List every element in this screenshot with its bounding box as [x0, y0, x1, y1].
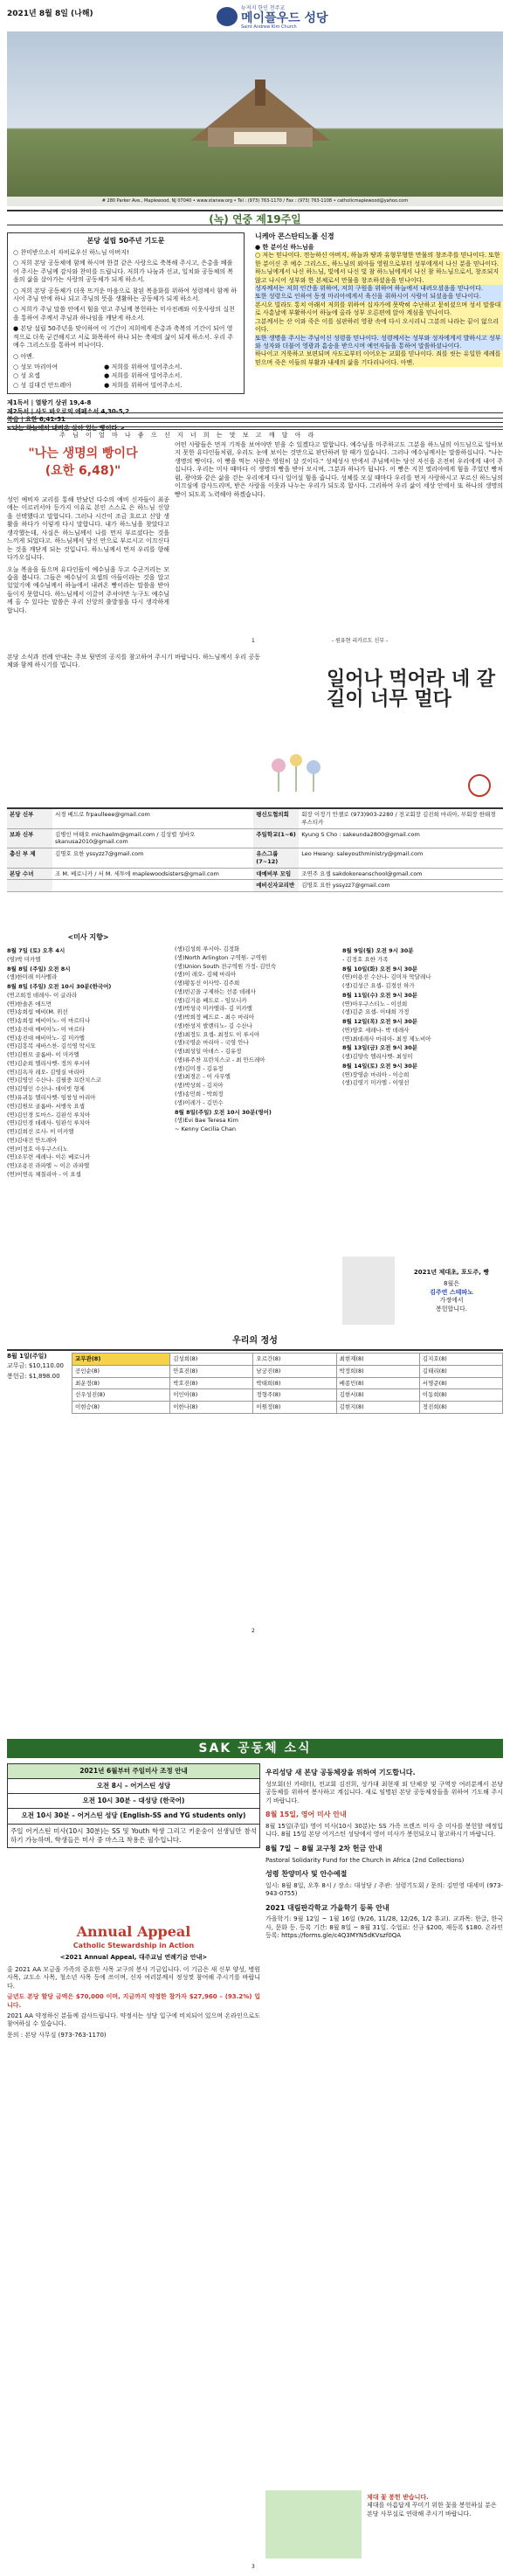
address-bar: # 280 Parker Ave., Maplewood, NJ 07040 • www.stanew.org • Tel : (973) 763-1170 / Fax : (973) 763-1108 • catholicmaplewood@yahoo.com	[7, 197, 503, 206]
intention-date: 8월 13일(금) 오전 9시 30분	[342, 1044, 418, 1052]
intentions-col-2	[175, 945, 337, 1134]
intention-date: 8월 8일 (주일) 오전 8시	[7, 965, 71, 973]
altar-flowers-body: 제대를 아름답게 꾸미기 위한 꽃을 봉헌하실 분은 본당 사무실로 연락해 주시기 바랍니다.	[367, 2502, 497, 2517]
creed-line: ○ 저는 믿나이다. 전능하신 아버지, 하늘과 땅과 유형무형한 만물의 창조주를 믿나이다. 또한 한 분이신 주 예수 그리스도, 하느님의 외아들 영원으로부터 성부에게서 나신 분을 믿나이다.	[255, 252, 503, 268]
table-row	[7, 809, 503, 828]
roster-cell: 최운정(8)	[72, 1377, 170, 1389]
intention-item: (연)이정호 아우구스티노	[7, 1145, 68, 1153]
intention-item: (생)김미경 - 김유정	[175, 1064, 224, 1072]
intention-item: (생)황동선 이사악- 김주희	[175, 980, 240, 987]
intention-date: 8월 14일(토) 오전 9시 30분	[342, 1062, 418, 1070]
directory-value: 김명호 요한 yssyzz7@gmail.com	[299, 880, 503, 892]
intention-date: 8월 11일(수) 오전 9시 30분	[342, 991, 418, 999]
finance-label: 교무금:	[7, 1362, 27, 1370]
intention-item: (연)장영순 마리아 - 이승희	[342, 1070, 410, 1078]
notice-text: 가을학기: 9월 12일 ~ 1월 16일 (9/26, 11/28, 12/26, 1/2 휴교). 교과목: 한글, 한국사, 문화 등. 등록 기간: 8월 8일 ~ 8월 31일. 수업료: 신규 $200, 재등록 $180. 온라인 등록: https://forms.gle/c4Q3MYN5dKVszf0QA	[265, 1915, 503, 1940]
intention-item: (연)최데레사 마리아- 최정 제노비아	[342, 1035, 431, 1042]
intention-item: (생)한미래 이사벨라	[7, 973, 58, 981]
directory-table	[7, 809, 503, 892]
intention-item: (생)한성지 발렌티노- 김 수산나	[175, 1021, 252, 1029]
church-building-icon	[182, 80, 339, 149]
notice-heading: 성령 찬양미사 및 안수예절	[265, 1870, 348, 1879]
intention-item: (생)김성희 루시아- 김정화	[175, 945, 240, 952]
liturgical-sunday: (녹) 연중 제19주일	[7, 210, 503, 225]
creed-line: 그분께서는 산 이와 죽은 이를 심판하러 영광 속에 다시 오시리니 그분의 나라는 끝이 없으리이다.	[255, 318, 503, 335]
intention-item: (연)아우구스티노 - 이선희	[342, 1000, 408, 1008]
homily-title-line1: "나는 생명의 빵이다	[28, 447, 138, 460]
appeal-paragraph: 금년도 본당 할당 금액은 $70,000 이며, 지금까지 약정한 참가자 $27,960 – (93.2%) 입니다.	[7, 1993, 260, 2009]
directory-key: 예비신자교리반	[253, 880, 299, 892]
altar-offering-family: 김주연 스테파노	[430, 1288, 473, 1296]
mass-time: 오전 10시 30분 – 어거스틴 성당 (English-SS and YG students only)	[8, 1809, 259, 1824]
directory-key: 총신 부 제	[7, 848, 52, 869]
directory-key: 본당 수녀	[7, 868, 52, 880]
appeal-paragraph: 2021 AA 약정하신 분들께 감사드립니다. 약정서는 성당 입구에 비치되어 있으며 온라인으로도 참여하실 수 있습니다.	[7, 2012, 260, 2028]
intention-item: (연)김희선 로사- 이 미카엘	[7, 1128, 74, 1136]
creed-line: ● 한 분이신 하느님을	[255, 243, 314, 251]
intention-item: (연)김대건 안드레아	[7, 1136, 58, 1144]
creed-line: 또한 성령으로 인하여 동정 마리아에게서 육신을 취하시어 사람이 되셨음을 믿나이다.	[255, 293, 503, 301]
directory-value: 조연주 요셉 sakdokoreanschool@gmail.com	[299, 868, 503, 880]
logo-name: 메이플우드 성당	[241, 11, 328, 25]
prayer-line: ○ 저희가 주님 말씀 안에서 힘을 얻고 주님께 봉헌하는 미사전례와 이웃사랑의 실천을 통하여 주께서 주님과 하나임을 깨닫게 하소서.	[13, 306, 235, 322]
annual-appeal	[7, 1922, 260, 2042]
appeal-paragraph: 올 2021 AA 모금을 가족의 중요한 사목 교구의 봉사 기금입니다. 이 기금은 새 신부 양성, 병원 사목, 교도소 사목, 청소년 사목 등에 쓰이며, 신자 여러분께서 정성껏 참여해 주시기를 바랍니다.	[7, 1965, 260, 1990]
intention-date: 8월 8일 (주일) 오전 10시 30분(한국어)	[7, 983, 112, 991]
altar-offering-text	[400, 1269, 503, 1313]
finance-value: $1,898.00	[28, 1372, 60, 1380]
intention-item: (생)이레가 - 김민수	[175, 1098, 224, 1106]
creed-title: 니케아 콘스탄티노플 신경	[255, 232, 334, 240]
intention-item: (생)박성국 미카엘라- 김 미카엘	[175, 1005, 252, 1013]
page-number: 1	[252, 638, 255, 644]
intention-item: (연)김옥자 레오- 김영실 마리아	[7, 1068, 85, 1076]
directory-value: Leo Hwang: saleyouthministry@gmail.com	[299, 848, 503, 869]
roster-cell: 박호진(8)	[170, 1377, 253, 1389]
roster-cell: 배종민(8)	[336, 1377, 419, 1389]
roster-cell: 남궁진(8)	[253, 1365, 336, 1377]
creed-line: 하느님에게서 나신 하느님, 빛에서 나신 빛 참 하느님에게서 나신 참 하느님으로서, 창조되지 않고 나시어 성부와 한 본체로서 만물을 창조하셨음을 믿나이다.	[255, 268, 503, 285]
intention-item: (생)김성근 요셉- 김경선 하가	[342, 982, 415, 990]
altar-flowers-title: 제대 꽃 봉헌 받습니다.	[367, 2494, 429, 2501]
roster-cell: 서명준(8)	[419, 1377, 502, 1389]
creed-line: 하나이고 거룩하고 보편되며 사도로부터 이어오는 교회를 믿나이다. 죄를 씻는 유일한 세례를 믿으며 죽은 이들의 부활과 내세의 삶을 기다리나이다. 아멘.	[255, 350, 503, 367]
intention-date: 8월 10일(화) 오전 9시 30분	[342, 965, 418, 973]
roster-cell: 안효진(8)	[170, 1365, 253, 1377]
intention-item: (연)양호 세레나- 박 데레사	[342, 1026, 410, 1034]
directory-key: 주일학교(1~6)	[253, 828, 299, 848]
page-number: 3	[252, 2564, 255, 2570]
table-row	[7, 848, 503, 869]
roster-cell: 이인아(8)	[170, 1389, 253, 1402]
homily-title-line2: (요한 6,48)"	[45, 463, 121, 478]
roster-cell: 교무관(8)	[72, 1354, 170, 1366]
intention-item: (연)김원모 골롬바- 이 미카엘	[7, 1051, 79, 1059]
roster-cell: 김현서(8)	[336, 1389, 419, 1402]
prayer-line: ○ 아멘.	[13, 352, 35, 360]
litany-call: ○ 성모 마리아여	[13, 364, 59, 371]
roster	[72, 1353, 503, 1414]
altar-offering-line: 8월은	[444, 1280, 459, 1288]
table-row	[72, 1354, 503, 1366]
table-row	[72, 1402, 503, 1414]
altar-offering-title: 2021년 제대초, 포도주, 빵	[413, 1269, 490, 1276]
table-row	[72, 1389, 503, 1402]
table-row	[72, 1377, 503, 1389]
directory-value: 김명호 요한 yssyzz7@gmail.com	[52, 848, 253, 869]
logo-subtitle: 뉴저지 한인 천주교	[241, 5, 286, 11]
calligraphy-text	[327, 669, 501, 710]
homily-paragraph: 오늘 복음을 들으며 유다인들이 예수님을 두고 수군거리는 모습을 봅니다. 그들은 예수님이 요셉의 아들이라는 것을 알고 있었기에 예수님께서 하늘에서 내려온 빵이라는 말씀을 받아들이지 못합니다. 하느님께서 이끌어 주셔야만 누구도 예수님께 올 수 있다는 말씀은 우리 신앙의 출발점을 다시 생각하게 합니다.	[7, 565, 169, 614]
homily-paragraph: 성인 예비자 교리를 통해 만났던 다수의 예비 신자들이 최종에는 이르러서야 등가지 이유로 본인 스스로 은 하느님 신앙을 선택했다고 말합니다. 그러나 시간이 조금 흐르고 신앙 생활을 하다가 이렇게 다시 말합니다. 내가 하느님을 찾았다고 생각했는데, 사실은 하느님께서 나를 먼저 부르셨다는 것을 느끼게 되었다고. 하느님께서 당신 안으로 부르시고 이끄신다는 것을 깨닫게 되는 것입니다. 하느님께서 먼저 우리를 향해 다가오십니다.	[7, 496, 169, 562]
table-row	[72, 1365, 503, 1377]
altar-image-icon	[342, 1257, 395, 1325]
page-3	[0, 1739, 510, 2569]
roster-cell: 김성희(8)	[170, 1354, 253, 1366]
notice-text: Pastoral Solidarity Fund for the Church in Africa (2nd Collections)	[265, 1856, 465, 1864]
table-row	[7, 828, 503, 848]
prayer-line: ○ 저희 본당 공동체에 함께 하시며 한결 같은 사랑으로 축복해 주시고, 은총을 베풀어 주시는 주님께 감사와 찬미를 드립니다. 저희가 나눔과 선교, 일치와 공동체의 복음의 삶을 살아가는 사랑의 공동체가 되게 하소서.	[13, 260, 234, 284]
prayer-line: ○ 저희 본당 공동체가 더욱 뜨거운 마음으로 참된 복음화를 위하여 성령께서 함께 하시어 주님 안에 하나 되고 주님의 뜻을 생활하는 공동체가 되게 하소서.	[13, 287, 237, 302]
intentions-col-1	[7, 945, 169, 1180]
intention-item: (연)김영인 수산나- 김필중 프란치스코	[7, 1077, 101, 1084]
bulletin-date: 2021년 8월 8일 (나해)	[7, 10, 93, 18]
mass-time: 오전 10시 30분 – 대성당 (한국어)	[8, 1794, 259, 1809]
litany	[13, 364, 238, 390]
creed-line: 또한 생명을 주시는 주님이신 성령을 믿나이다. 성령께서는 성부와 성자에게서 발하시고 성부와 성자와 더불어 영광과 흠숭을 받으시며 예언자들을 통하여 말씀하셨나이다.	[255, 335, 503, 351]
notice-heading: 8월 7일 ~ 8월 교구청 2차 헌금 안내	[265, 1844, 382, 1852]
intention-item: (생)김영기 미카엘 - 이영선	[342, 1079, 410, 1087]
altar-flowers-text	[367, 2494, 503, 2518]
notice-heading: 2021 대림판각학교 가을학기 등록 안내	[265, 1903, 389, 1912]
intention-date: 8월 7일 (토) 오후 4시	[7, 947, 65, 954]
directory-key: 보좌 신부	[7, 828, 52, 848]
roster-cell: 이동희(8)	[419, 1389, 502, 1402]
notice-heading: 우리성당 새 본당 공동체장을 위하여 기도합니다.	[265, 1769, 416, 1776]
intention-item: (연)송진대 메비아노- 이 마르타	[7, 1025, 85, 1033]
intention-item: (생)빈곤을 구제하는 선종 데레사	[175, 987, 256, 995]
appeal-title: Annual Appeal	[76, 1923, 191, 1940]
intention-item: (생)North Arlington 구역원- 구역원	[175, 953, 267, 961]
roster-cell: 김태리(8)	[419, 1365, 502, 1377]
directory-value: 서경 베드로 frpaulleee@gmail.com	[52, 809, 253, 828]
directory-value	[52, 880, 253, 892]
roster-cell: 최현재(8)	[336, 1354, 419, 1366]
intention-item: (생)류주찬 프란치스코 - 최 안드레아	[175, 1056, 265, 1063]
roster-cell: 이원정(8)	[253, 1402, 336, 1414]
parish-logo	[217, 5, 391, 28]
flowers-icon	[265, 748, 335, 792]
page2-note: 본당 소식과 전례 안내는 주보 뒷면의 공지를 참고하여 주시기 바랍니다. 하느님께서 우리 공동체와 함께 하시기를 빕니다.	[7, 654, 260, 669]
intention-item: (연고희정 데레사- 이 글라라	[7, 991, 78, 999]
prayer-title: 본당 설립 50주년 기도문	[86, 237, 165, 245]
prayer-line: ○ 찬미받으소서 자비로우신 하느님 아버지!	[13, 248, 129, 256]
intention-item: (생)김양숙 엘리사벳- 최성미	[342, 1053, 413, 1061]
intention-item: (생)박희정 베드로 - 최수 마리아	[175, 1014, 255, 1021]
intention-item: (영)박 미카엘	[7, 955, 41, 963]
intention-date: 8월 9일(월) 오전 9시 30분	[342, 947, 414, 954]
roster-table	[72, 1353, 503, 1414]
psalm-staff	[7, 409, 503, 440]
directory-value: Kyung S Cho : sakeunda2800@gmail.com	[299, 828, 503, 848]
roster-cell: 이현승(8)	[72, 1402, 170, 1414]
roster-cell: 오르간(8)	[253, 1354, 336, 1366]
appeal-paragraph: 문의 : 본당 사무실 (973-763-1170)	[7, 2031, 107, 2039]
intention-item: (생)김준 요셉- 이대희 가정	[342, 1008, 410, 1016]
church-photo	[7, 31, 503, 206]
intention-item: (연)김흥복 세바스찬- 김석영 막시모	[7, 1042, 96, 1050]
creed-line: 성자께서는 저희 인간을 위하여, 저희 구원을 위하여 하늘에서 내려오셨음을 믿나이다.	[255, 285, 503, 293]
intention-item: (연)김인경 토마스- 김판석 루치아	[7, 1111, 91, 1118]
roster-cell: 박태희(8)	[253, 1377, 336, 1389]
logo-mark-icon	[217, 7, 238, 26]
directory-key: 유스그룹(7~12)	[253, 848, 299, 869]
intention-item: (연)송희섭 메비아노- 이 마르티나	[7, 1017, 91, 1025]
flowers-image-icon	[265, 2490, 362, 2559]
intention-item: (생)김기용 베드로 - 임모니카	[175, 996, 247, 1004]
litany-response: ● 저희를 위하여 빌어주소서.	[104, 381, 183, 389]
music-staff-icon	[7, 412, 503, 430]
homily-right	[175, 441, 503, 499]
notice-text: 일시: 8월 8일, 오후 8시 / 장소: 대성당 / 주관: 성령기도회 / 문의: 김민영 대세미 (973-943-0755)	[265, 1881, 503, 1898]
notice-text: 성모회(신 카테터), 전교회 김진희, 성가대 최현재 외 단체장 및 구역장 여러분께서 본당 공동체를 위하여 봉사하고 계십니다. 새로 임명된 본당 공동체장들을 위하여 기도해 주시기 바랍니다.	[265, 1780, 503, 1804]
directory-key: 본당 신부	[7, 809, 52, 828]
homily-paragraph: 어떤 사람들은 먼저 기적을 보여야만 믿을 수 있겠다고 말합니다. 예수님을 마주하고도 그분을 하느님의 아드님으로 알아보지 못한 유다인들처럼, 우리도 눈에 보이는 것만으로 판단하려 할 때가 있습니다. 그러나 예수님께서는 말씀하십니다. "나는 생명의 빵이다. 이 빵을 먹는 사람은 영원히 살 것이다." 성체성사 안에서 주님께서는 당신 자신을 온전히 우리에게 내어 주십니다. 우리는 미사 때마다 이 생명의 빵을 받아 모시며, 그분과 하나가 됩니다. 이 빵은 지친 엘리야에게 힘을 주었던 빵처럼, 광야와 같은 삶을 걷는 우리에게 다시 일어설 힘을 줍니다. 성체를 모실 때마다 우리를 먼저 사랑하시고 부르신 하느님의 이끄심에 감사드리며, 받은 사랑을 이웃과 나누는 우리가 되도록 합시다. 그리하여 우리 삶이 세상 안에서 또 하나의 생명의 빵이 되도록 노력해야 하겠습니다.	[175, 441, 503, 498]
intention-item: (생)Evi Bae Teresa Kim	[175, 1117, 238, 1125]
intention-item: (연)조무련 세레나- 이은 베로니카	[7, 1153, 91, 1161]
intention-item: (연)이용선 수산나- 김미자 막달레나	[342, 973, 431, 981]
litany-response: ● 저희를 위하여 빌어주소서.	[104, 372, 183, 380]
intention-item: (생)최성일 아녜스 - 김유정	[175, 1048, 242, 1056]
community-news-banner: SAK 공동체 소식	[7, 1739, 503, 1758]
parish-directory	[7, 807, 503, 892]
creed-column	[255, 232, 503, 367]
altar-offering-line: 봉헌합니다.	[435, 1305, 468, 1312]
intention-item: (생)이 레오- 김혜 마리아	[175, 971, 237, 979]
intention-item: ~ Kenny Cecilia Chan	[175, 1125, 236, 1133]
intention-item: (생)국영순 마리아 - 국영 안나	[175, 1039, 249, 1047]
homily-left	[7, 496, 169, 615]
homily-title	[17, 446, 148, 480]
altar-offering-line: 가정에서	[439, 1297, 464, 1305]
intention-item: (생)송민희 - 박희정	[175, 1091, 224, 1098]
intention-item: (생)최정도 요셉- 최정도 이 루시아	[175, 1030, 260, 1038]
intention-item: (생)최경은 - 이 사무엘	[175, 1073, 231, 1081]
litany-response: ● 저희를 위하여 빌어주소서.	[104, 364, 183, 371]
directory-key: 대예비부 모임	[253, 868, 299, 880]
table-row	[7, 868, 503, 880]
header	[7, 5, 503, 31]
finance-label: 봉헌금:	[7, 1372, 27, 1380]
mass-schedule-title: 2021년 6월부터 주일미사 조정 안내	[8, 1764, 259, 1779]
seal-icon	[468, 774, 491, 797]
prayer-box	[7, 232, 245, 394]
directory-value: 회장 이정기 안젤로 (973)903-2280 / 전교회장 김진희 마리아, 부회장 한태경 루스티카	[299, 809, 503, 828]
reading-1: 제1독서 | 열왕기 상권 19,4-8	[7, 399, 92, 407]
intentions-col-3	[342, 945, 505, 1088]
prayer-line: ● 본당 설립 50주년을 맞이하여 이 기간이 저희에게 은총과 축복의 기간이 되어 영적으로 더욱 굳건해지고 서로 화목하여 하나 되는 축제의 삶이 되게 하소서. 우리 주 예수 그리스도를 통하여 비나이다.	[13, 325, 234, 350]
psalm-lyric: 주 님 이 얼 마 나 좋 으 신 지 너 희 는 맛 보 고 깨 달 아 라	[59, 432, 317, 439]
logo-english: Saint Andrew Kim Church	[241, 24, 297, 30]
intention-item: (생)박상희 - 김지아	[175, 1082, 224, 1090]
gospel-theme: <나는 하늘에서 내려온 살아 있는 빵이다.>	[7, 424, 125, 432]
directory-key: 평신도협의회	[253, 809, 299, 828]
directory-value: 조 M. 베로니카 / 서 M. 세투에 maplewoodsisters@gmail.com	[52, 868, 253, 880]
finance-summary	[7, 1353, 68, 1382]
calligraphy	[265, 661, 503, 800]
page-1	[0, 0, 510, 647]
intention-item: (연)이연옥 체칠리아 - 이 요셉	[7, 1170, 81, 1178]
roster-cell: 정형주(8)	[253, 1389, 336, 1402]
reading-gospel: 복음 | 요한 6,41-51	[7, 416, 65, 424]
page-2	[0, 654, 510, 1641]
notice-heading: 8월 15일, 영어 미사 안내	[265, 1811, 347, 1819]
altar-flowers-notice	[265, 2490, 503, 2560]
finance-value: $10,110.00	[28, 1362, 64, 1370]
appeal-korean-title: <2021 Annual Appeal, 대주교님 연례기금 안내>	[59, 1954, 208, 1962]
directory-value: 김병인 마태오 michaelm@gmail.com / 김성렬 성바오 skanusa2010@gmail.com	[52, 828, 253, 848]
roster-cell: 김지호(8)	[419, 1354, 502, 1366]
intention-item: (연)김원모 골롬바- 서병욱 요셉	[7, 1102, 85, 1110]
directory-key	[7, 880, 52, 892]
creed-line: 본시오 빌라도 통치 아래서 저희를 위하여 십자가에 못박혀 수난하고 묻히셨으며 성서 말씀대로 사흗날에 부활하시어 하늘에 올라 성부 오른편에 앉아 계심을 믿나이다.	[255, 301, 503, 318]
intention-item: (연)한솔폰 에드먼	[7, 1000, 52, 1008]
intention-item: (연)김순희 엘리사벳- 정의 루시아	[7, 1059, 91, 1067]
intention-item: (생)Union South 전구역원 가정- 김민숙	[175, 962, 277, 970]
roster-cell: 정진희(8)	[419, 1402, 502, 1414]
altar-offering	[342, 1257, 503, 1326]
finance-title: 우리의 정성	[7, 1335, 503, 1351]
intention-item: - 김정호 요한 가족	[342, 955, 389, 963]
roster-cell: 박정희(8)	[336, 1365, 419, 1377]
intention-date: 8월 8일(주일) 오전 10시 30분(영어)	[175, 1108, 272, 1116]
finance-date: 8월 1일(주일)	[7, 1353, 47, 1360]
page-number: 2	[252, 1628, 255, 1634]
mass-time: 오전 8시 – 어거스틴 성당	[8, 1779, 259, 1794]
homily-credit: - 원유현 리카르도 신부 -	[332, 638, 389, 644]
intention-item: (연)송진대 메비아노- 김 미카엘	[7, 1034, 85, 1042]
intention-date: 8월 12일(목) 오전 9시 30분	[342, 1018, 418, 1026]
appeal-subtitle: Catholic Stewardship in Action	[72, 1941, 195, 1949]
intention-item: (연)김영인 수산나- 데이빗 형제	[7, 1085, 85, 1093]
devotion-column	[7, 232, 245, 433]
intention-item: (연)송희섭 메비(M. 위선	[7, 1008, 68, 1016]
mass-schedule-box	[7, 1763, 260, 1848]
page3-right-column	[265, 1763, 503, 1941]
roster-cell: 이한나(8)	[170, 1402, 253, 1414]
intention-item: (연)유귀동 엘리사벳- 임창성 마리아	[7, 1094, 96, 1102]
litany-call: ○ 성 김대건 안드레아	[13, 381, 72, 389]
roster-cell: 공인순(8)	[72, 1365, 170, 1377]
reading-2: 제2독서 | 사도 바오로의 에페소서 4,30-5,2	[7, 407, 130, 415]
calligraphy-phrase: 일어나 먹어라 네 갈 길이 너무 멀다	[327, 668, 495, 711]
mass-intentions-title: <미사 지향>	[67, 933, 109, 941]
notice-text: 8월 15일(주일) 영어 미사(10시 30분)는 SS 가족 프렌즈 미사 중 미사를 봉헌할 예정입니다. 8월 15일 본당 어거스틴 성당에서 영어 미사가 봉헌되오니 참고하시기 바랍니다.	[265, 1822, 503, 1839]
table-row	[7, 880, 503, 892]
roster-cell: 선우성진(8)	[72, 1389, 170, 1402]
litany-call: ○ 성 요셉	[13, 372, 40, 380]
intention-item: (연)김민경 데레사- 임판석 루치아	[7, 1119, 91, 1127]
mass-note: 주일 어거스틴 미사(10시 30분)는 SS 및 Youth 학생 그리고 키운숭이 선생님만 참석하기 가능하며, 학생들은 미사 중 마스크 착용은 필수입니다.	[10, 1826, 257, 1844]
intention-item: (연)조용진 라파엘 ~ 이은 라파엘	[7, 1162, 90, 1170]
roster-cell: 김현지(8)	[336, 1402, 419, 1414]
